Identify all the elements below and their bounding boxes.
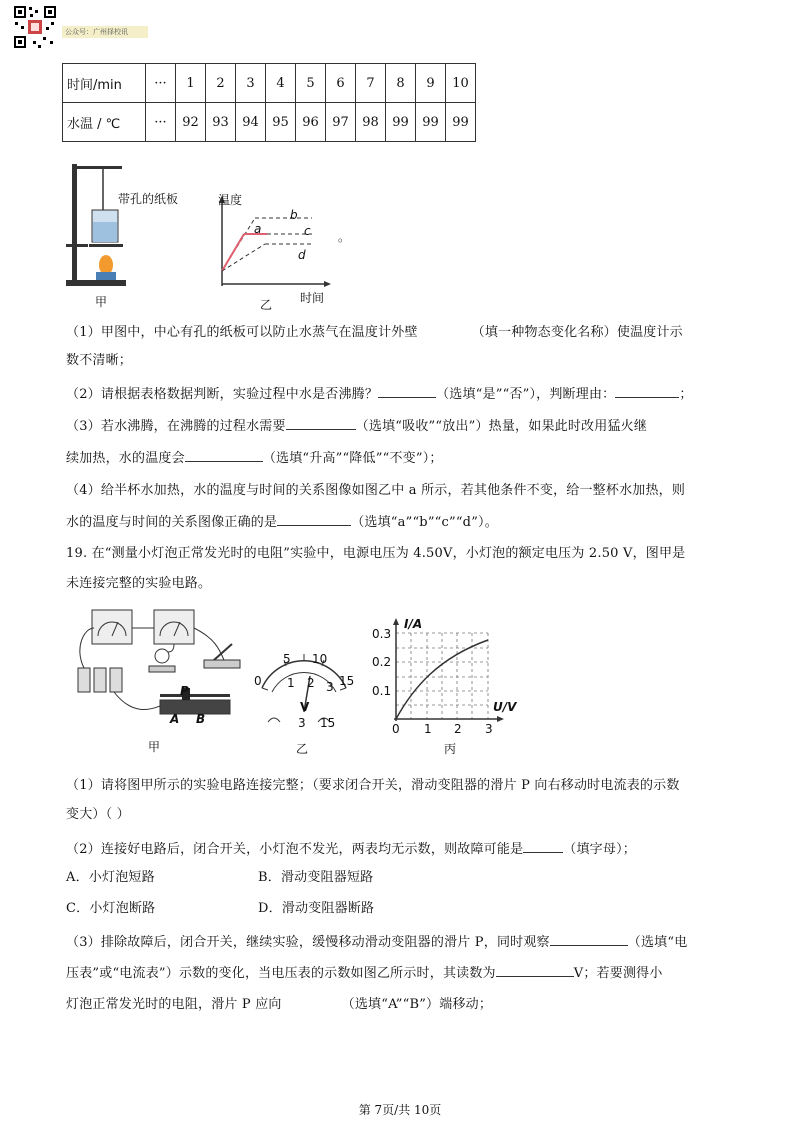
table-cell: 8 bbox=[386, 64, 416, 103]
table-cell: 3 bbox=[236, 64, 266, 103]
meter-terminal-15: 15 bbox=[320, 716, 336, 730]
table-cell: 96 bbox=[296, 103, 326, 142]
q19-2end: （填字母）； bbox=[563, 842, 636, 857]
q19-option-d: D．滑动变阻器断路 bbox=[258, 901, 375, 916]
rheostat-p-label: P bbox=[180, 684, 189, 698]
q19-3c: 压表”或“电流表”）示数的变化，当电压表的示数如图乙所示时，其读数为 bbox=[66, 966, 496, 981]
curve-label-a: a bbox=[254, 222, 262, 236]
table-header-temp: 水温 / ℃ bbox=[63, 103, 146, 142]
iv-ytick-0.1: 0.1 bbox=[372, 684, 392, 698]
iv-x-label: U/V bbox=[493, 700, 517, 714]
answer-blank[interactable] bbox=[523, 839, 563, 853]
circuit-diagram bbox=[74, 608, 244, 728]
table-cell: 97 bbox=[326, 103, 356, 142]
answer-blank[interactable] bbox=[286, 416, 356, 430]
q19-3-line2 bbox=[66, 963, 663, 983]
iv-xtick-2: 2 bbox=[454, 722, 462, 736]
q18-4b: 水的温度与时间的关系图像正确的是 bbox=[66, 515, 278, 530]
q19-option-a: A．小灯泡短路 bbox=[66, 870, 155, 885]
q18-1b: （填一种物态变化名称）使温度计示 bbox=[471, 325, 683, 340]
meter-small-1: 1 bbox=[287, 676, 295, 690]
table-cell: 2 bbox=[206, 64, 236, 103]
q18-4c: （选填“a”“b”“c”“d”）。 bbox=[351, 515, 498, 530]
answer-blank[interactable] bbox=[277, 512, 351, 526]
q18-3c: 续加热，水的温度会 bbox=[66, 451, 185, 466]
rheostat-a-label: A bbox=[170, 712, 180, 726]
q18-3-line2 bbox=[66, 448, 443, 468]
iv-xtick-1: 1 bbox=[424, 722, 432, 736]
qr-code-icon bbox=[13, 5, 57, 49]
table-cell: ··· bbox=[146, 103, 176, 142]
q19-1a: （1）请将图甲所示的实验电路连接完整；（要求闭合开关，滑动变阻器的滑片 P 向右移动时电流表的示数 bbox=[66, 778, 680, 793]
q18-4a: （4）给半杯水加热，水的温度与时间的关系图像如图乙中 a 所示，若其他条件不变，给一整杯水加热，则 bbox=[66, 483, 686, 498]
q19-2-line bbox=[66, 839, 636, 859]
table-cell: 92 bbox=[176, 103, 206, 142]
figure-jia-label: 甲 bbox=[95, 295, 108, 309]
q19-3-line3 bbox=[66, 995, 492, 1014]
iv-y-label: I/A bbox=[404, 617, 423, 631]
q19-3a: （3）排除故障后，闭合开关，继续实验，缓慢移动滑动变阻器的滑片 P，同时观察 bbox=[66, 935, 550, 950]
table-cell: 99 bbox=[386, 103, 416, 142]
q18-2c: ； bbox=[679, 387, 693, 402]
q18-2a: （2）请根据表格数据判断，实验过程中水是否沸腾？ bbox=[66, 387, 379, 402]
q18-2-line bbox=[66, 384, 693, 404]
q19-option-b: B．滑动变阻器短路 bbox=[258, 870, 374, 885]
q19-3b: （选填“电 bbox=[627, 935, 688, 950]
table-cell: 6 bbox=[326, 64, 356, 103]
curve-label-d: d bbox=[298, 248, 306, 262]
table-row-temp bbox=[63, 103, 476, 142]
figure-jia-label-2: 甲 bbox=[148, 740, 161, 754]
q19-option-c: C．小灯泡断路 bbox=[66, 901, 156, 916]
table-cell: 99 bbox=[416, 103, 446, 142]
q18-2b: （选填“是”“否”），判断理由： bbox=[436, 387, 616, 402]
meter-tick-10: 10 bbox=[312, 652, 328, 666]
trailing-mark: 。 bbox=[338, 230, 351, 244]
table-row-time bbox=[63, 64, 476, 103]
page-number: 第 7页/共 10页 bbox=[358, 1103, 442, 1117]
meter-tick-0: 0 bbox=[254, 674, 262, 688]
meter-tick-15: 15 bbox=[339, 674, 355, 688]
answer-blank[interactable] bbox=[185, 448, 263, 462]
q19-2: （2）连接好电路后，闭合开关，小灯泡不发光，两表均无示数，则故障可能是 bbox=[66, 842, 524, 857]
table-cell: 93 bbox=[206, 103, 236, 142]
answer-blank[interactable] bbox=[378, 384, 436, 398]
figure-bing-label: 丙 bbox=[444, 742, 457, 756]
q18-3d: （选填“升高”“降低”“不变”）； bbox=[262, 451, 443, 466]
iv-ytick-0.2: 0.2 bbox=[372, 655, 392, 669]
table-cell: 95 bbox=[266, 103, 296, 142]
temperature-time-graph bbox=[212, 196, 332, 291]
q18-4-line2 bbox=[66, 512, 498, 532]
q18-3b: （选填“吸收”“放出”）热量，如果此时改用猛火继 bbox=[355, 419, 648, 434]
iv-xtick-3: 3 bbox=[485, 722, 493, 736]
q19-intro2: 未连接完整的实验电路。 bbox=[66, 576, 212, 591]
meter-tick-5: 5 bbox=[283, 652, 291, 666]
q19-1b: 变大）（ ） bbox=[66, 807, 130, 822]
table-cell: 4 bbox=[266, 64, 296, 103]
answer-blank[interactable] bbox=[418, 323, 472, 336]
q18-3-line bbox=[66, 416, 647, 436]
q19-3f: （选填“A”“B”）端移动； bbox=[341, 997, 493, 1012]
figure-yi-label: 乙 bbox=[260, 298, 273, 312]
meter-small-2: 2 bbox=[307, 676, 315, 690]
meter-v-label: V bbox=[300, 700, 310, 714]
q18-1a: （1）甲图中，中心有孔的纸板可以防止水蒸气在温度计外壁 bbox=[66, 325, 418, 340]
answer-blank[interactable] bbox=[496, 963, 574, 977]
q19-3d: V；若要测得小 bbox=[573, 966, 663, 981]
q19-3-line1 bbox=[66, 932, 687, 952]
q18-3a: （3）若水沸腾，在沸腾的过程水需要 bbox=[66, 419, 286, 434]
rheostat-b-label: B bbox=[196, 712, 206, 726]
table-cell: 1 bbox=[176, 64, 206, 103]
q18-1c: 数不清晰； bbox=[66, 353, 133, 368]
header-banner: 公众号：广州择校讯 bbox=[62, 26, 148, 38]
table-cell: 99 bbox=[446, 103, 476, 142]
iv-xtick-0: 0 bbox=[392, 722, 400, 736]
q19-3e: 灯泡正常发光时的电阻，滑片 P 应向 bbox=[66, 997, 282, 1012]
table-cell: 10 bbox=[446, 64, 476, 103]
answer-blank[interactable] bbox=[615, 384, 679, 398]
iv-ytick-0.3: 0.3 bbox=[372, 627, 392, 641]
figure-yi-label-2: 乙 bbox=[296, 742, 309, 756]
table-header-time: 时间/min bbox=[63, 64, 146, 103]
meter-terminal-3: 3 bbox=[298, 716, 306, 730]
graph-x-label: 时间 bbox=[300, 291, 325, 305]
table-cell: 94 bbox=[236, 103, 266, 142]
q19-intro1: 19. 在“测量小灯泡正常发光时的电阻”实验中，电源电压为 4.50V，小灯泡的额定电压为 2.50 V，图甲是 bbox=[66, 546, 686, 561]
table-cell: 7 bbox=[356, 64, 386, 103]
q18-1-line bbox=[66, 323, 683, 342]
temperature-table bbox=[62, 63, 476, 142]
table-cell: 98 bbox=[356, 103, 386, 142]
answer-blank[interactable] bbox=[282, 995, 342, 1008]
table-cell: 5 bbox=[296, 64, 326, 103]
graph-y-label: 温度 bbox=[218, 193, 243, 207]
curve-label-c: c bbox=[304, 224, 311, 238]
answer-blank[interactable] bbox=[550, 932, 628, 946]
board-label: 带孔的纸板 bbox=[118, 192, 179, 206]
boiling-apparatus-diagram bbox=[66, 160, 146, 310]
table-cell: ··· bbox=[146, 64, 176, 103]
meter-small-3: 3 bbox=[326, 680, 334, 694]
curve-label-b: b bbox=[290, 208, 298, 222]
table-cell: 9 bbox=[416, 64, 446, 103]
